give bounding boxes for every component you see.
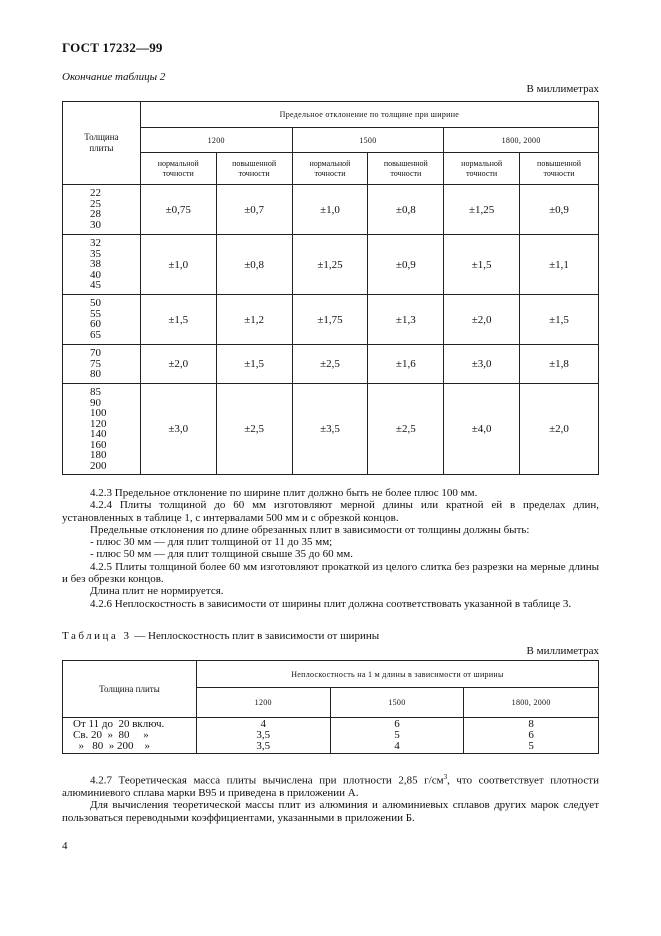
value-cell: ±2,0 (520, 384, 599, 475)
value-cell: ±1,25 (444, 185, 520, 235)
table3-caption-title: — Неплоскостность плит в зависимости от ширины (131, 630, 380, 642)
table2-unit: В миллиметрах (526, 83, 599, 95)
value-cell: ±1,25 (292, 235, 368, 295)
value-cell: ±1,5 (444, 235, 520, 295)
thickness-value: 45 (90, 279, 101, 291)
thickness-value: 75 (90, 357, 101, 370)
value-cell: ±0,9 (368, 235, 444, 295)
dash-item-2: - плюс 50 мм — для плит толщиной свыше 35 до 60 мм. (90, 548, 354, 561)
thickness-value: 32 (90, 237, 101, 249)
thickness-value: 140 (90, 428, 107, 440)
value-cell: ±2,0 (140, 345, 216, 384)
accuracy-high-header (520, 153, 599, 185)
value-cell: ±0,7 (216, 185, 292, 235)
thickness-value: 50 (90, 297, 101, 309)
table3-thickness-cell (63, 718, 197, 754)
table3-value: 8 (528, 718, 534, 730)
accuracy-normal-header (140, 153, 216, 185)
table3-value: 6 (528, 729, 534, 741)
table3-unit: В миллиметрах (526, 645, 599, 657)
table2 (62, 101, 599, 475)
table-row (63, 384, 599, 475)
paragraph-4-2-5-length: Длина плит не нормируется. (90, 585, 224, 598)
accuracy-high-line1: повышенной (383, 158, 428, 168)
table3-width-1800: 1800, 2000 (464, 688, 599, 718)
thickness-header (63, 102, 141, 185)
width-header-1500: 1500 (292, 128, 444, 153)
table3-value: 5 (394, 729, 400, 741)
value-cell: ±1,5 (140, 295, 216, 345)
table3-width-1500: 1500 (330, 688, 464, 718)
thickness-value: 35 (90, 247, 101, 260)
thickness-value: 65 (90, 328, 101, 341)
value-cell: ±3,5 (292, 384, 368, 475)
document-header: ГОСТ 17232—99 (62, 40, 163, 55)
value-cell: ±1,75 (292, 295, 368, 345)
thickness-value: 38 (90, 258, 101, 270)
thickness-value: 85 (90, 386, 101, 398)
value-cell: ±4,0 (444, 384, 520, 475)
value-cell: ±0,8 (216, 235, 292, 295)
table3-value: 4 (260, 718, 266, 730)
thickness-cell (63, 295, 141, 345)
table-row (63, 345, 599, 384)
table3-value: 6 (394, 718, 400, 730)
table3-width-1200: 1200 (196, 688, 330, 718)
accuracy-high-line1: повышенной (537, 158, 582, 168)
accuracy-normal-header (292, 153, 368, 185)
table3-thickness-header: Толщина плиты (63, 661, 197, 718)
thickness-value: 160 (90, 438, 107, 451)
value-cell: ±2,5 (216, 384, 292, 475)
value-cell: ±1,2 (216, 295, 292, 345)
accuracy-high-header (368, 153, 444, 185)
thickness-value: 200 (90, 459, 107, 472)
accuracy-normal-line1: нормальной (157, 158, 199, 168)
thickness-value: 120 (90, 417, 107, 430)
table3-value: 3,5 (256, 740, 271, 752)
thickness-value: 22 (90, 187, 101, 199)
thickness-value: 100 (90, 407, 107, 419)
paragraph-4-2-4-limits: Предельные отклонения по длине обрезанных плит в зависимости от толщины должны быть: (90, 523, 530, 536)
width-header-1800: 1800, 2000 (444, 128, 599, 153)
accuracy-normal-line2: точности (162, 168, 194, 178)
value-cell: ±1,3 (368, 295, 444, 345)
accuracy-high-line2: точности (390, 168, 422, 178)
table3-caption-label: Таблица 3 (62, 630, 132, 642)
superscript-3: 3 (443, 773, 448, 781)
dash-item-1: - плюс 30 мм — для плит толщиной от 11 до 35 мм; (90, 536, 333, 549)
value-cell: ±2,5 (368, 384, 444, 475)
paragraph-other-alloys: Для вычисления теоретической массы плит из алюминия и алюминиевых сплавов других марок следует пользоваться переводными коэффициентами, указанными в приложении Б. (62, 799, 599, 824)
value-cell: ±0,9 (520, 185, 599, 235)
group-header: Предельное отклонение по толщине при ширине (140, 102, 598, 128)
accuracy-normal-line2: точности (466, 168, 498, 178)
body-text-block (62, 487, 599, 610)
value-cell: ±2,0 (444, 295, 520, 345)
thickness-value: 30 (90, 218, 101, 231)
paragraph-4-2-7-start: 4.2.7 Теоретическая масса плиты вычислена при плотности 2,85 г/см (90, 774, 444, 787)
accuracy-high-line1: повышенной (232, 158, 277, 168)
value-cell: ±1,6 (368, 345, 444, 384)
paragraph-4-2-4: 4.2.4 Плиты толщиной до 60 мм изготовляют мерной длины или кратной ей в пределах длин, установленных в таблице 1, с интервалами 500 мм и с обрезкой концов. (62, 499, 599, 524)
table3-value: 4 (394, 740, 400, 752)
value-cell: ±1,5 (216, 345, 292, 384)
table3-group-header: Неплоскостность на 1 м длины в зависимости от ширины (196, 661, 598, 688)
thickness-cell (63, 235, 141, 295)
accuracy-normal-line1: нормальной (461, 158, 503, 168)
accuracy-high-header (216, 153, 292, 185)
accuracy-normal-header (444, 153, 520, 185)
thickness-value: 25 (90, 197, 101, 210)
table-row (63, 235, 599, 295)
value-cell: ±1,1 (520, 235, 599, 295)
table-row (63, 295, 599, 345)
accuracy-high-line2: точности (238, 168, 270, 178)
value-cell: ±0,8 (368, 185, 444, 235)
thickness-cell (63, 384, 141, 475)
paragraph-4-2-7 (62, 771, 599, 799)
value-cell: ±1,8 (520, 345, 599, 384)
thickness-value: 180 (90, 449, 107, 461)
body-text-block-2 (62, 771, 599, 824)
table3-thickness-value: Св. 20 » 80 » (73, 729, 149, 741)
paragraph-4-2-5: 4.2.5 Плиты толщиной более 60 мм изготовляют прокаткой из целого слитка без разрезки на мерные длины и без обрезки концов. (62, 560, 599, 586)
thickness-header-line1: Толщина (84, 132, 119, 142)
table2-caption: Окончание таблицы 2 (62, 71, 166, 83)
width-header-1200: 1200 (140, 128, 292, 153)
table3 (62, 660, 599, 754)
accuracy-normal-line2: точности (314, 168, 346, 178)
thickness-value: 60 (90, 318, 101, 330)
thickness-header-line2: плиты (89, 143, 114, 153)
accuracy-high-line2: точности (543, 168, 575, 178)
value-cell: ±1,5 (520, 295, 599, 345)
thickness-value: 28 (90, 208, 101, 220)
paragraph-4-2-3: 4.2.3 Предельное отклонение по ширине плит должно быть не более плюс 100 мм. (90, 487, 478, 499)
table-row (63, 718, 599, 754)
value-cell: ±0,75 (140, 185, 216, 235)
value-cell: ±3,0 (140, 384, 216, 475)
table3-col-1200 (196, 718, 330, 754)
table3-caption (62, 630, 379, 642)
thickness-value: 40 (90, 268, 101, 281)
paragraph-4-2-6: 4.2.6 Неплоскостность в зависимости от ширины плит должна соответствовать указанной в таблице 3. (90, 597, 572, 610)
page-number: 4 (62, 840, 68, 852)
value-cell: ±3,0 (444, 345, 520, 384)
table3-thickness-value: » 80 » 200 » (73, 740, 150, 752)
table-row (63, 185, 599, 235)
table3-col-1500 (330, 718, 464, 754)
thickness-cell (63, 185, 141, 235)
value-cell: ±1,0 (140, 235, 216, 295)
table3-col-1800 (464, 718, 599, 754)
table3-value: 3,5 (256, 729, 271, 741)
thickness-value: 70 (90, 347, 101, 359)
thickness-cell (63, 345, 141, 384)
accuracy-normal-line1: нормальной (309, 158, 351, 168)
thickness-value: 55 (90, 307, 101, 320)
thickness-value: 80 (90, 368, 101, 380)
table3-thickness-value: От 11 до 20 включ. (73, 718, 165, 730)
table3-value: 5 (528, 740, 534, 752)
value-cell: ±2,5 (292, 345, 368, 384)
paragraph-4-2-7-rest: , что соответствует плотности алюминиевого сплава марки В95 и приведена в приложении А. (62, 774, 599, 799)
value-cell: ±1,0 (292, 185, 368, 235)
thickness-value: 90 (90, 396, 101, 409)
